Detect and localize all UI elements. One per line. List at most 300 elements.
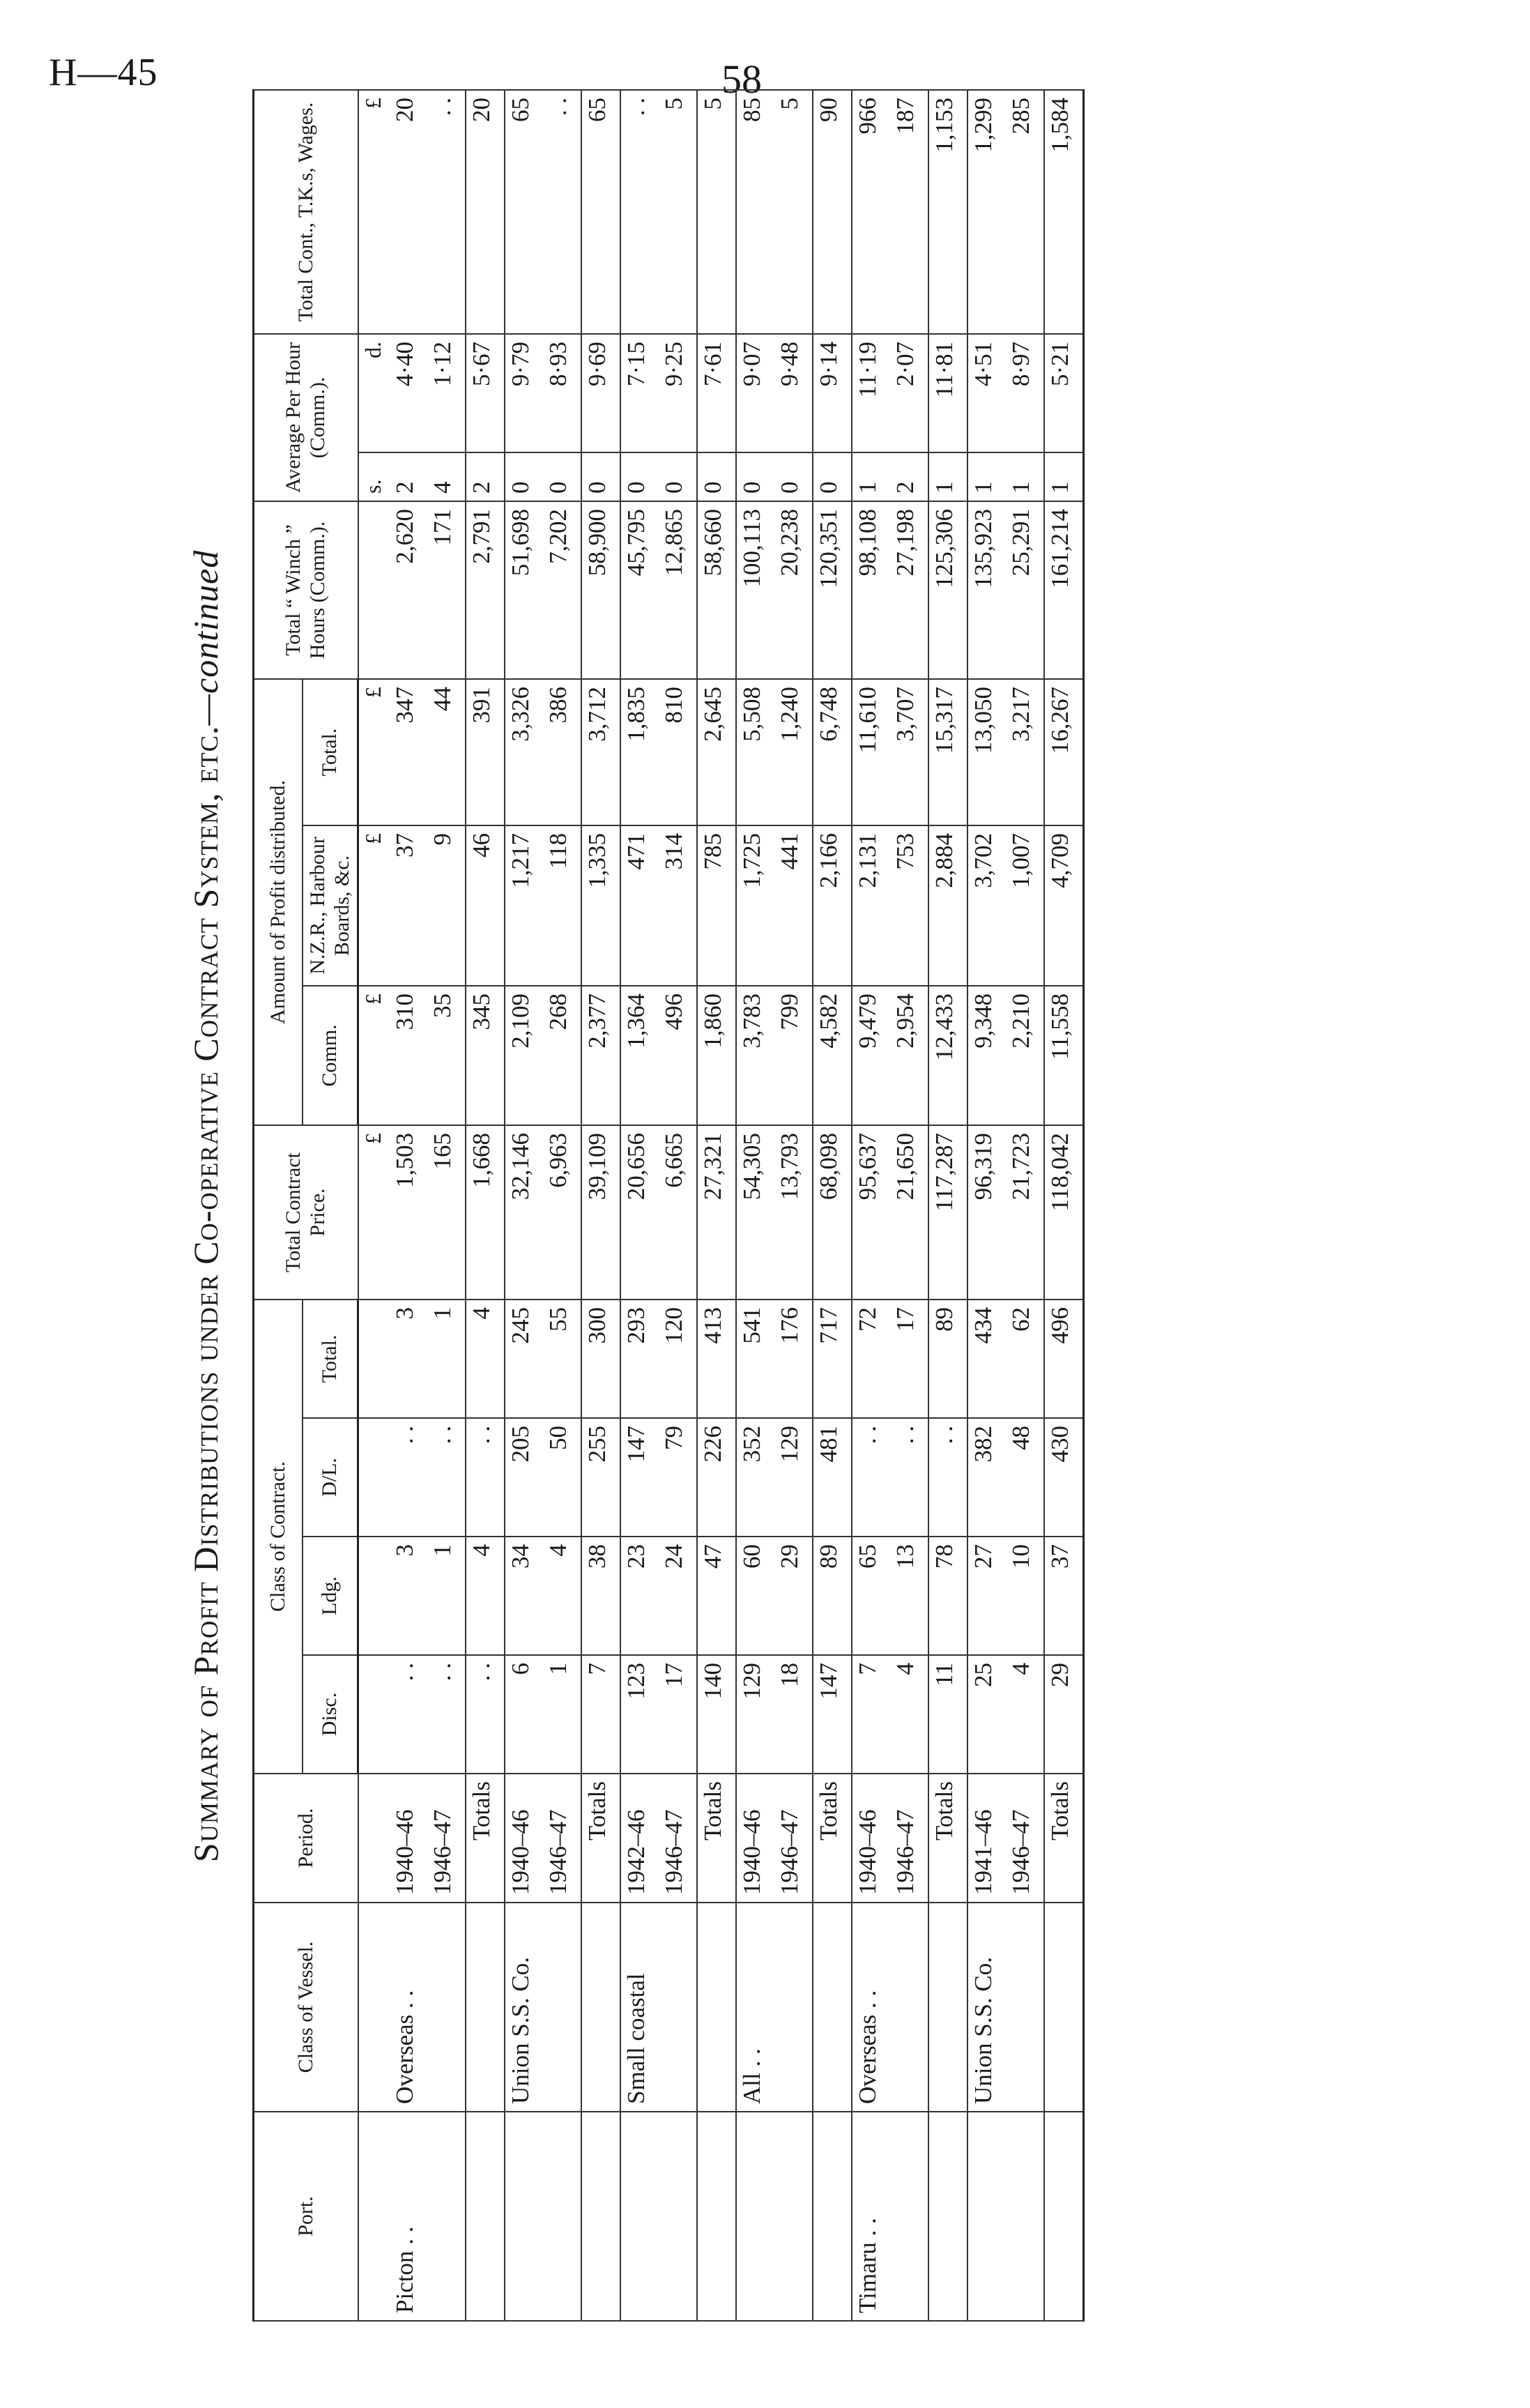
cell-ldg [659,1537,697,1655]
cell-avg-pence-text: 2·07 [892,342,919,387]
cell-contract-price [852,1125,890,1300]
cell-port [774,2112,813,2321]
table-row [852,90,890,2321]
cell-avg-shillings-text: 4 [429,481,456,494]
cell-winch-hours [736,501,774,679]
cell-period-text: 1940–46 [738,1809,765,1895]
cell-dl [659,1418,697,1537]
cell-winch-hours [466,501,505,679]
cell-winch-hours [1044,501,1084,679]
header-ldg: Ldg. [303,1537,358,1655]
cell-avg-pence-text: 11·19 [854,342,881,398]
header-vessel: Class of Vessel. [254,1903,358,2112]
cell-contract-price-text: 39,109 [583,1133,611,1201]
cell-total-cont [890,90,928,334]
cell-contract-price [427,1125,466,1300]
cell-avg-pence [543,334,581,452]
cell-nzr [466,825,505,986]
cell-winch-hours-text: 7,202 [544,509,572,564]
cell-class-total [427,1300,466,1418]
cell-avg-pence [1006,334,1044,452]
cell-ldg [505,1537,543,1655]
cell-nzr-text: 441 [776,833,803,870]
cell-profit-total [890,679,928,825]
cell-winch-hours [1006,501,1044,679]
cell-nzr-text: 46 [468,833,495,858]
cell-comm-text: 3,783 [738,993,765,1049]
cell-ldg-text: 60 [738,1544,765,1569]
cell-ldg-text: 13 [892,1544,919,1569]
cell-class-total-text: 541 [738,1307,765,1344]
cell-vessel-text: Overseas [854,2014,881,2104]
cell-avg-shillings-text: 1 [931,481,958,494]
cell-class-total [890,1300,928,1418]
cell-contract-price [1006,1125,1044,1300]
header-disc: Disc. [303,1655,358,1774]
cell-nzr-text: 2,884 [931,833,958,888]
cell-comm [659,986,697,1125]
cell-period-text: 1940–46 [391,1809,418,1895]
cell-avg-pence [928,334,967,452]
cell-port [1006,2112,1044,2321]
cell-ldg [774,1537,813,1655]
unit-comm: £ [358,986,390,1125]
unit-nzr: £ [358,825,390,986]
cell-winch-hours-text: 2,620 [391,509,418,564]
table-row [620,90,659,2321]
cell-port [581,2112,620,2321]
cell-avg-pence-text: 9·14 [815,342,842,387]
cell-class-total-text: 293 [622,1307,650,1344]
cell-nzr [543,825,581,986]
cell-comm-text: 310 [391,993,418,1030]
cell-ldg-text: 65 [854,1544,881,1569]
cell-comm [928,986,967,1125]
cell-period [466,1774,505,1903]
cell-ldg [543,1537,581,1655]
cell-profit-total [390,679,427,825]
cell-dl [1006,1418,1044,1537]
cell-vessel [620,1903,659,2112]
cell-nzr-text: 3,702 [970,833,997,888]
cell-profit-total [774,679,813,825]
cell-disc-text: 25 [970,1663,997,1687]
cell-avg-shillings [852,452,890,501]
cell-class-total [620,1300,659,1418]
cell-total-cont-text: 5 [660,98,687,110]
cell-disc [736,1655,774,1774]
cell-comm-text: 2,210 [1007,993,1034,1049]
cell-avg-pence [852,334,890,452]
cell-comm-text: 1,860 [699,993,726,1049]
cell-contract-price-text: 68,098 [815,1133,842,1201]
cell-disc-text: 140 [699,1663,726,1700]
cell-contract-price-text: 27,321 [699,1133,726,1201]
header-dl: D/L. [303,1418,358,1537]
cell-winch-hours [852,501,890,679]
cell-winch-hours [390,501,427,679]
cell-nzr [967,825,1006,986]
cell-total-cont-text: 65 [507,98,534,122]
cell-class-total [967,1300,1006,1418]
cell-ldg-text: 23 [622,1544,650,1569]
cell-avg-shillings [1006,452,1044,501]
cell-disc [543,1655,581,1774]
cell-winch-hours-text: 125,306 [931,509,958,588]
cell-winch-hours-text: 98,108 [854,509,881,577]
cell-vessel-text: Union S.S. Co. [507,1956,534,2104]
cell-dl-text: . . [429,1426,456,1445]
cell-total-cont-text: 285 [1007,98,1034,135]
cell-port [659,2112,697,2321]
table-row [1006,90,1044,2321]
cell-vessel [967,1903,1006,2112]
cell-contract-price-text: 20,656 [622,1133,650,1201]
cell-avg-pence [697,334,736,452]
cell-avg-pence-text: 5·21 [1046,342,1073,387]
table-row [890,90,928,2321]
cell-ldg [928,1537,967,1655]
cell-nzr-text: 785 [699,833,726,870]
cell-profit-total [620,679,659,825]
cell-avg-pence [466,334,505,452]
cell-total-cont-text: . . [544,98,572,116]
cell-ldg [813,1537,852,1655]
cell-nzr [427,825,466,986]
cell-ldg-text: 37 [1046,1544,1073,1569]
cell-total-cont-text: 90 [815,98,842,122]
cell-winch-hours [967,501,1006,679]
cell-port-leader: . . [391,2226,418,2245]
cell-contract-price [890,1125,928,1300]
cell-class-total [736,1300,774,1418]
cell-avg-pence [736,334,774,452]
cell-port [967,2112,1006,2321]
cell-contract-price [736,1125,774,1300]
cell-profit-total [581,679,620,825]
cell-total-cont [813,90,852,334]
cell-comm [390,986,427,1125]
cell-vessel-text: Union S.S. Co. [970,1956,997,2104]
cell-period-text: 1946–47 [429,1809,456,1895]
cell-dl [774,1418,813,1537]
cell-avg-shillings [890,452,928,501]
table-row [543,90,581,2321]
cell-ldg-text: 4 [468,1544,495,1557]
table-row [505,90,543,2321]
cell-nzr-text: 1,007 [1007,833,1034,888]
cell-nzr [1044,825,1084,986]
cell-profit-total-text: 11,610 [854,687,881,753]
cell-avg-pence-text: 9·79 [507,342,534,387]
cell-class-total-text: 4 [468,1307,495,1320]
cell-dl-text: 226 [699,1426,726,1463]
cell-class-total [390,1300,427,1418]
cell-comm [1044,986,1084,1125]
cell-nzr [890,825,928,986]
cell-period [620,1774,659,1903]
cell-port [813,2112,852,2321]
cell-total-cont [928,90,967,334]
cell-class-total-text: 72 [854,1307,881,1332]
cell-disc [697,1655,736,1774]
cell-dl-text: 129 [776,1426,803,1463]
cell-avg-pence-text: 9·48 [776,342,803,387]
cell-disc-text: . . [429,1663,456,1682]
header-nzr: N.Z.R., Harbour Boards, &c. [303,825,358,986]
cell-contract-price [813,1125,852,1300]
cell-vessel-leader: . . [391,1990,418,2009]
cell-nzr [1006,825,1044,986]
cell-vessel-text: All [738,2073,765,2104]
cell-winch-hours-text: 51,698 [507,509,534,577]
cell-comm-text: 4,582 [815,993,842,1049]
cell-disc-text: 4 [892,1663,919,1675]
cell-avg-shillings [427,452,466,501]
cell-period [427,1774,466,1903]
cell-nzr [581,825,620,986]
totals-row [697,90,736,2321]
cell-total-cont [1006,90,1044,334]
cell-period [1006,1774,1044,1903]
table-row [774,90,813,2321]
cell-dl-text: 147 [622,1426,650,1463]
cell-avg-pence-text: 7·15 [622,342,650,387]
cell-comm-text: 1,364 [622,993,650,1049]
cell-class-total [543,1300,581,1418]
cell-class-total [1044,1300,1084,1418]
cell-contract-price-text: 54,305 [738,1133,765,1201]
cell-avg-pence-text: 9·07 [738,342,765,387]
cell-period-text: 1946–47 [1007,1809,1034,1895]
cell-avg-pence-text: 4·40 [391,342,418,387]
cell-comm [736,986,774,1125]
cell-class-total [774,1300,813,1418]
cell-vessel [466,1903,505,2112]
cell-winch-hours-text: 45,795 [622,509,650,577]
cell-dl [813,1418,852,1537]
cell-vessel [813,1903,852,2112]
cell-contract-price-text: 13,793 [776,1133,803,1201]
cell-nzr [928,825,967,986]
cell-avg-pence [1044,334,1084,452]
cell-disc-text: 4 [1007,1663,1034,1675]
cell-avg-shillings-text: 0 [583,481,611,494]
cell-contract-price-text: 165 [429,1133,456,1170]
rotated-table-block [174,91,1415,2322]
cell-vessel [390,1903,427,2112]
cell-winch-hours-text: 171 [429,509,456,546]
unit-price: £ [358,1125,390,1300]
cell-total-cont [620,90,659,334]
cell-total-cont-text: 1,299 [970,98,997,153]
cell-avg-shillings-text: 0 [660,481,687,494]
cell-profit-total [967,679,1006,825]
cell-class-total-text: 55 [544,1307,572,1332]
cell-profit-total [659,679,697,825]
cell-dl-text: . . [468,1426,495,1445]
cell-period [736,1774,774,1903]
cell-vessel [774,1903,813,2112]
cell-total-cont-text: 1,584 [1046,98,1073,153]
header-contract-price: Total Contract Price. [254,1125,358,1300]
cell-period-text: Totals [931,1781,958,1841]
cell-contract-price-text: 117,287 [931,1133,958,1212]
cell-disc [890,1655,928,1774]
cell-nzr [390,825,427,986]
cell-class-total [852,1300,890,1418]
cell-disc [427,1655,466,1774]
cell-nzr [852,825,890,986]
cell-winch-hours [813,501,852,679]
cell-avg-pence [427,334,466,452]
cell-contract-price-text: 6,963 [544,1133,572,1188]
unit-pence: d. [358,334,390,452]
cell-ldg-text: 38 [583,1544,611,1569]
caption-continued: —continued [186,549,225,726]
cell-nzr-text: 118 [544,833,572,869]
cell-period-text: Totals [583,1781,611,1841]
cell-winch-hours-text: 25,291 [1007,509,1034,577]
header-class-total: Total. [303,1300,358,1418]
cell-vessel [697,1903,736,2112]
cell-port [543,2112,581,2321]
cell-class-total-text: 176 [776,1307,803,1344]
unit-profit-total: £ [358,679,390,825]
cell-avg-pence-text: 8·93 [544,342,572,387]
cell-period-text: 1946–47 [544,1809,572,1895]
cell-avg-pence-text: 9·25 [660,342,687,387]
cell-profit-total-text: 1,835 [622,687,650,742]
cell-profit-total [427,679,466,825]
cell-class-total-text: 1 [429,1307,456,1320]
cell-avg-pence [813,334,852,452]
cell-class-total-text: 120 [660,1307,687,1344]
cell-ldg-text: 3 [391,1544,418,1557]
cell-port [466,2112,505,2321]
cell-vessel [505,1903,543,2112]
cell-contract-price-text: 21,650 [892,1133,919,1201]
cell-disc [967,1655,1006,1774]
cell-contract-price [659,1125,697,1300]
cell-contract-price-text: 6,665 [660,1133,687,1188]
header-profit-distributed: Amount of Profit distributed. [254,679,303,1125]
cell-winch-hours-text: 58,660 [699,509,726,577]
cell-profit-total-text: 44 [429,687,456,711]
totals-row [581,90,620,2321]
cell-avg-pence [620,334,659,452]
cell-nzr [697,825,736,986]
cell-winch-hours-text: 27,198 [892,509,919,577]
cell-dl-text: 50 [544,1426,572,1450]
cell-ldg [890,1537,928,1655]
cell-vessel [427,1903,466,2112]
cell-profit-total-text: 810 [660,687,687,724]
cell-port [928,2112,967,2321]
cell-contract-price-text: 95,637 [854,1133,881,1201]
cell-nzr-text: 37 [391,833,418,858]
cell-comm [967,986,1006,1125]
unit-shillings: s. [358,452,390,501]
cell-avg-shillings-text: 0 [507,481,534,494]
cell-disc-text: 18 [776,1663,803,1687]
cell-port [505,2112,543,2321]
cell-contract-price [390,1125,427,1300]
cell-avg-pence-text: 11·81 [931,342,958,398]
table-row [967,90,1006,2321]
cell-total-cont [543,90,581,334]
cell-disc [505,1655,543,1774]
totals-row [928,90,967,2321]
cell-contract-price [543,1125,581,1300]
cell-disc [620,1655,659,1774]
profit-distribution-table [252,89,1085,2322]
cell-profit-total-text: 347 [391,687,418,724]
cell-nzr-text: 753 [892,833,919,870]
cell-nzr [659,825,697,986]
cell-class-total-text: 89 [931,1307,958,1332]
cell-port [852,2112,890,2321]
cell-dl [1044,1418,1084,1537]
cell-nzr [774,825,813,986]
cell-disc-text: 11 [931,1663,958,1686]
cell-avg-shillings [1044,452,1084,501]
cell-vessel [736,1903,774,2112]
cell-comm [543,986,581,1125]
cell-class-total-text: 300 [583,1307,611,1344]
cell-avg-shillings-text: 0 [738,481,765,494]
cell-class-total [697,1300,736,1418]
cell-vessel [659,1903,697,2112]
totals-row [813,90,852,2321]
cell-ldg [852,1537,890,1655]
header-profit-total: Total. [303,679,358,825]
cell-dl-text: . . [892,1426,919,1445]
cell-disc [1044,1655,1084,1774]
cell-nzr-text: 9 [429,833,456,846]
cell-avg-shillings [774,452,813,501]
cell-port [390,2112,427,2321]
cell-dl [928,1418,967,1537]
cell-comm-text: 345 [468,993,495,1030]
cell-nzr-text: 314 [660,833,687,870]
cell-contract-price [505,1125,543,1300]
page-number: 58 [721,56,762,102]
cell-avg-shillings [505,452,543,501]
header-total-cont: Total Cont., T.K.s, Wages. [254,90,358,334]
cell-class-total [581,1300,620,1418]
cell-ldg [697,1537,736,1655]
cell-contract-price-text: 118,042 [1046,1133,1073,1212]
cell-total-cont [466,90,505,334]
header-comm: Comm. [303,986,358,1125]
cell-nzr-text: 2,131 [854,833,881,888]
cell-nzr-text: 2,166 [815,833,842,888]
table-caption [174,105,237,2308]
cell-total-cont [852,90,890,334]
cell-dl [620,1418,659,1537]
cell-total-cont-text: . . [429,98,456,116]
cell-nzr-text: 1,217 [507,833,534,888]
cell-period [659,1774,697,1903]
cell-comm-text: 12,433 [931,993,958,1061]
cell-winch-hours-text: 2,791 [468,509,495,564]
cell-vessel-text: Overseas [391,2014,418,2104]
cell-period-text: 1946–47 [776,1809,803,1895]
cell-period [890,1774,928,1903]
cell-dl [736,1418,774,1537]
cell-profit-total-text: 386 [544,687,572,724]
